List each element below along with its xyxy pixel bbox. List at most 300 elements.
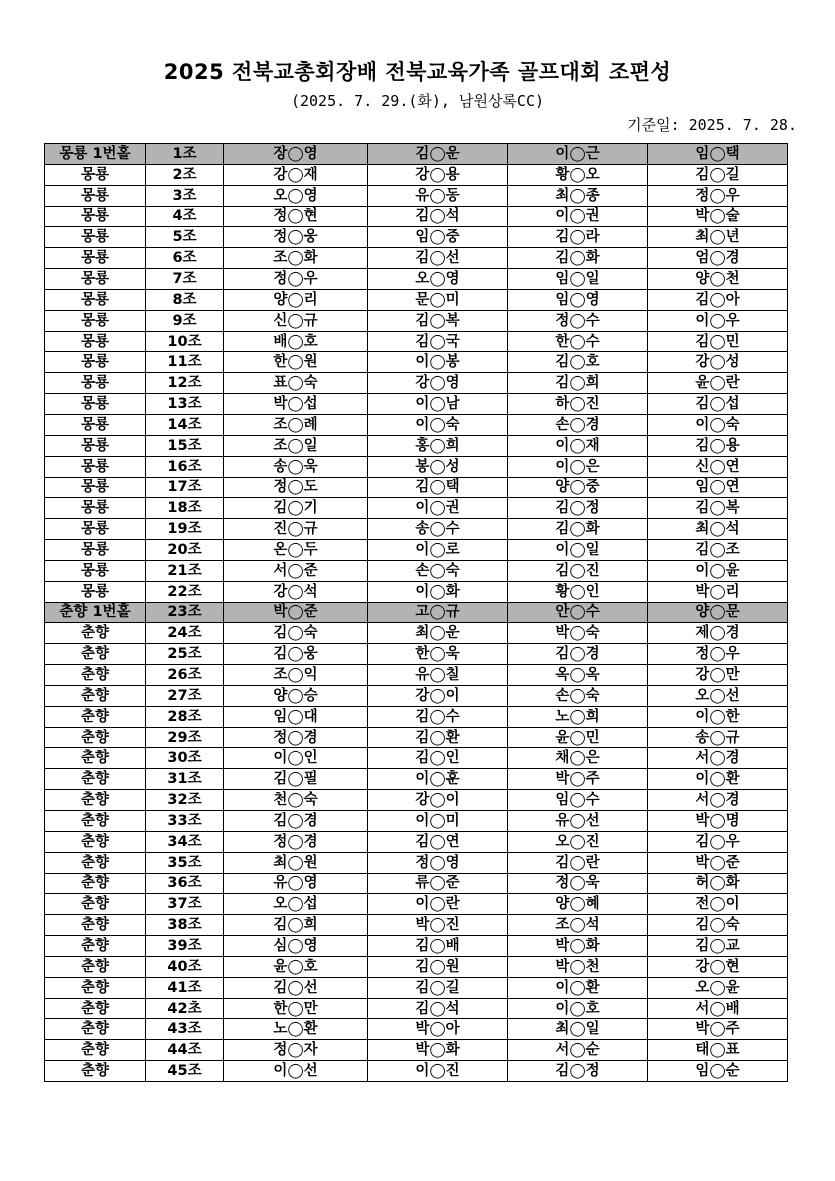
player-cell: 양◯천 (648, 269, 788, 290)
player-cell: 김◯우 (648, 831, 788, 852)
player-cell: 이◯은 (508, 456, 648, 477)
course-cell: 몽룡 (45, 331, 146, 352)
player-cell: 황◯오 (508, 164, 648, 185)
course-cell: 춘향 (45, 956, 146, 977)
player-cell: 제◯경 (648, 623, 788, 644)
player-cell: 박◯화 (368, 1040, 508, 1061)
course-cell: 춘향 (45, 998, 146, 1019)
player-cell: 한◯원 (224, 352, 368, 373)
player-cell: 이◯인 (224, 748, 368, 769)
player-cell: 김◯화 (508, 519, 648, 540)
table-row (45, 206, 788, 227)
group-number-cell: 32조 (146, 790, 224, 811)
player-cell: 강◯이 (368, 685, 508, 706)
player-cell: 송◯규 (648, 727, 788, 748)
player-cell: 강◯석 (224, 581, 368, 602)
table-row (45, 727, 788, 748)
player-cell: 김◯진 (508, 560, 648, 581)
player-cell: 김◯경 (224, 811, 368, 832)
player-cell: 문◯미 (368, 289, 508, 310)
player-cell: 임◯중 (368, 227, 508, 248)
group-number-cell: 42초 (146, 998, 224, 1019)
player-cell: 김◯숙 (648, 915, 788, 936)
player-cell: 임◯수 (508, 790, 648, 811)
player-cell: 조◯석 (508, 915, 648, 936)
player-cell: 이◯훈 (368, 769, 508, 790)
player-cell: 양◯문 (648, 602, 788, 623)
player-cell: 한◯만 (224, 998, 368, 1019)
course-cell: 춘향 (45, 1061, 146, 1082)
group-number-cell: 44조 (146, 1040, 224, 1061)
player-cell: 정◯현 (224, 206, 368, 227)
player-cell: 손◯숙 (508, 685, 648, 706)
player-cell: 김◯기 (224, 498, 368, 519)
table-row (45, 811, 788, 832)
group-number-cell: 33조 (146, 811, 224, 832)
player-cell: 이◯봉 (368, 352, 508, 373)
player-cell: 김◯환 (368, 727, 508, 748)
course-cell: 춘향 (45, 790, 146, 811)
player-cell: 이◯화 (368, 581, 508, 602)
group-number-cell: 13조 (146, 394, 224, 415)
course-cell: 춘향 (45, 1019, 146, 1040)
player-cell: 김◯연 (368, 831, 508, 852)
table-row (45, 248, 788, 269)
player-cell: 조◯화 (224, 248, 368, 269)
player-cell: 유◯영 (224, 873, 368, 894)
group-number-cell: 27조 (146, 685, 224, 706)
player-cell: 최◯종 (508, 185, 648, 206)
player-cell: 김◯라 (508, 227, 648, 248)
player-cell: 천◯숙 (224, 790, 368, 811)
table-row (45, 540, 788, 561)
player-cell: 양◯승 (224, 685, 368, 706)
player-cell: 이◯일 (508, 540, 648, 561)
player-cell: 서◯경 (648, 748, 788, 769)
player-cell: 정◯웅 (224, 227, 368, 248)
player-cell: 이◯환 (648, 769, 788, 790)
player-cell: 김◯길 (648, 164, 788, 185)
table-row (45, 394, 788, 415)
player-cell: 김◯웅 (224, 644, 368, 665)
player-cell: 김◯교 (648, 936, 788, 957)
player-cell: 박◯준 (224, 602, 368, 623)
course-cell: 춘향 (45, 727, 146, 748)
player-cell: 태◯표 (648, 1040, 788, 1061)
group-number-cell: 43조 (146, 1019, 224, 1040)
course-cell: 몽룡 (45, 435, 146, 456)
group-number-cell: 22조 (146, 581, 224, 602)
player-cell: 이◯우 (648, 310, 788, 331)
player-cell: 서◯준 (224, 560, 368, 581)
player-cell: 김◯화 (508, 248, 648, 269)
table-row (45, 644, 788, 665)
course-cell: 몽룡 (45, 540, 146, 561)
table-row (45, 560, 788, 581)
player-cell: 온◯두 (224, 540, 368, 561)
player-cell: 서◯순 (508, 1040, 648, 1061)
group-number-cell: 36조 (146, 873, 224, 894)
player-cell: 한◯수 (508, 331, 648, 352)
group-number-cell: 23조 (146, 602, 224, 623)
course-cell: 춘향 (45, 748, 146, 769)
course-cell: 몽룡 (45, 373, 146, 394)
course-cell: 몽룡 (45, 269, 146, 290)
player-cell: 김◯경 (508, 644, 648, 665)
player-cell: 김◯정 (508, 1061, 648, 1082)
table-row (45, 435, 788, 456)
player-cell: 김◯인 (368, 748, 508, 769)
player-cell: 정◯경 (224, 727, 368, 748)
course-cell: 춘향 (45, 936, 146, 957)
group-number-cell: 4조 (146, 206, 224, 227)
player-cell: 최◯석 (648, 519, 788, 540)
course-cell: 춘향 (45, 1040, 146, 1061)
table-row (45, 1019, 788, 1040)
player-cell: 정◯우 (224, 269, 368, 290)
player-cell: 유◯칠 (368, 665, 508, 686)
player-cell: 정◯자 (224, 1040, 368, 1061)
course-cell: 몽룡 (45, 289, 146, 310)
player-cell: 김◯택 (368, 477, 508, 498)
player-cell: 채◯은 (508, 748, 648, 769)
group-number-cell: 9조 (146, 310, 224, 331)
player-cell: 노◯환 (224, 1019, 368, 1040)
player-cell: 정◯욱 (508, 873, 648, 894)
player-cell: 강◯만 (648, 665, 788, 686)
player-cell: 봉◯성 (368, 456, 508, 477)
player-cell: 윤◯민 (508, 727, 648, 748)
group-number-cell: 21조 (146, 560, 224, 581)
player-cell: 황◯인 (508, 581, 648, 602)
player-cell: 엄◯경 (648, 248, 788, 269)
player-cell: 강◯이 (368, 790, 508, 811)
group-number-cell: 38조 (146, 915, 224, 936)
player-cell: 박◯화 (508, 936, 648, 957)
group-number-cell: 31조 (146, 769, 224, 790)
course-cell: 몽룡 (45, 519, 146, 540)
player-cell: 임◯택 (648, 144, 788, 165)
group-number-cell: 24조 (146, 623, 224, 644)
player-cell: 김◯국 (368, 331, 508, 352)
player-cell: 박◯주 (648, 1019, 788, 1040)
group-number-cell: 30조 (146, 748, 224, 769)
player-cell: 이◯윤 (648, 560, 788, 581)
player-cell: 옥◯옥 (508, 665, 648, 686)
table-row (45, 477, 788, 498)
player-cell: 강◯재 (224, 164, 368, 185)
group-roster-table (44, 143, 788, 1082)
player-cell: 조◯일 (224, 435, 368, 456)
player-cell: 신◯연 (648, 456, 788, 477)
player-cell: 이◯진 (368, 1061, 508, 1082)
player-cell: 이◯재 (508, 435, 648, 456)
player-cell: 윤◯란 (648, 373, 788, 394)
course-cell: 춘향 (45, 769, 146, 790)
table-row (45, 581, 788, 602)
course-cell: 몽룡 (45, 414, 146, 435)
player-cell: 박◯천 (508, 956, 648, 977)
event-date-venue: (2025. 7. 29.(화), 남원상록CC) (290, 92, 545, 110)
player-cell: 임◯연 (648, 477, 788, 498)
course-cell: 춘향 (45, 706, 146, 727)
player-cell: 최◯원 (224, 852, 368, 873)
player-cell: 손◯경 (508, 414, 648, 435)
player-cell: 서◯배 (648, 998, 788, 1019)
player-cell: 박◯숙 (508, 623, 648, 644)
player-cell: 김◯아 (648, 289, 788, 310)
table-row (45, 414, 788, 435)
player-cell: 임◯대 (224, 706, 368, 727)
player-cell: 유◯동 (368, 185, 508, 206)
player-cell: 이◯근 (508, 144, 648, 165)
course-cell: 몽룡 (45, 581, 146, 602)
player-cell: 김◯배 (368, 936, 508, 957)
group-number-cell: 11조 (146, 352, 224, 373)
player-cell: 윤◯호 (224, 956, 368, 977)
player-cell: 김◯숙 (224, 623, 368, 644)
group-number-cell: 26조 (146, 665, 224, 686)
course-cell: 몽룡 (45, 227, 146, 248)
table-row (45, 373, 788, 394)
player-cell: 유◯선 (508, 811, 648, 832)
player-cell: 김◯민 (648, 331, 788, 352)
table-row (45, 519, 788, 540)
player-cell: 김◯운 (368, 144, 508, 165)
player-cell: 조◯례 (224, 414, 368, 435)
group-number-cell: 39조 (146, 936, 224, 957)
player-cell: 이◯한 (648, 706, 788, 727)
table-row (45, 915, 788, 936)
course-cell: 춘향 (45, 623, 146, 644)
group-number-cell: 40조 (146, 956, 224, 977)
course-cell: 몽룡 (45, 185, 146, 206)
course-cell: 춘향 (45, 977, 146, 998)
table-row (45, 831, 788, 852)
player-cell: 김◯정 (508, 498, 648, 519)
player-cell: 표◯숙 (224, 373, 368, 394)
player-cell: 안◯수 (508, 602, 648, 623)
group-number-cell: 17조 (146, 477, 224, 498)
table-row (45, 748, 788, 769)
player-cell: 오◯윤 (648, 977, 788, 998)
player-cell: 이◯환 (508, 977, 648, 998)
course-cell: 춘향 (45, 873, 146, 894)
player-cell: 송◯욱 (224, 456, 368, 477)
group-number-cell: 20조 (146, 540, 224, 561)
table-row (45, 185, 788, 206)
player-cell: 고◯규 (368, 602, 508, 623)
player-cell: 강◯영 (368, 373, 508, 394)
table-row (45, 706, 788, 727)
player-cell: 박◯섭 (224, 394, 368, 415)
player-cell: 김◯희 (224, 915, 368, 936)
table-row (45, 665, 788, 686)
course-cell: 몽룡 (45, 394, 146, 415)
group-number-cell: 37조 (146, 894, 224, 915)
player-cell: 최◯운 (368, 623, 508, 644)
player-cell: 정◯영 (368, 852, 508, 873)
table-row (45, 1061, 788, 1082)
player-cell: 송◯수 (368, 519, 508, 540)
group-number-cell: 18조 (146, 498, 224, 519)
player-cell: 이◯호 (508, 998, 648, 1019)
group-number-cell: 2조 (146, 164, 224, 185)
player-cell: 박◯아 (368, 1019, 508, 1040)
group-number-cell: 10조 (146, 331, 224, 352)
course-cell: 몽룡 (45, 477, 146, 498)
group-number-cell: 7조 (146, 269, 224, 290)
player-cell: 한◯욱 (368, 644, 508, 665)
player-cell: 최◯년 (648, 227, 788, 248)
document-title: 2025 전북교총회장배 전북교육가족 골프대회 조편성 (163, 60, 672, 84)
player-cell: 이◯권 (508, 206, 648, 227)
table-row (45, 310, 788, 331)
group-number-cell: 15조 (146, 435, 224, 456)
group-number-cell: 1조 (146, 144, 224, 165)
player-cell: 전◯이 (648, 894, 788, 915)
table-row (45, 873, 788, 894)
player-cell: 김◯조 (648, 540, 788, 561)
course-cell: 몽룡 1번홀 (45, 144, 146, 165)
player-cell: 류◯준 (368, 873, 508, 894)
player-cell: 정◯우 (648, 185, 788, 206)
player-cell: 이◯숙 (648, 414, 788, 435)
player-cell: 양◯중 (508, 477, 648, 498)
player-cell: 양◯혜 (508, 894, 648, 915)
table-row (45, 456, 788, 477)
base-date: 기준일: 2025. 7. 28. (627, 116, 797, 134)
player-cell: 허◯화 (648, 873, 788, 894)
player-cell: 임◯순 (648, 1061, 788, 1082)
player-cell: 심◯영 (224, 936, 368, 957)
player-cell: 박◯주 (508, 769, 648, 790)
group-number-cell: 3조 (146, 185, 224, 206)
player-cell: 김◯필 (224, 769, 368, 790)
table-row (45, 289, 788, 310)
player-cell: 정◯경 (224, 831, 368, 852)
player-cell: 이◯숙 (368, 414, 508, 435)
player-cell: 최◯일 (508, 1019, 648, 1040)
player-cell: 김◯석 (368, 206, 508, 227)
table-row (45, 1040, 788, 1061)
player-cell: 김◯선 (368, 248, 508, 269)
player-cell: 오◯영 (368, 269, 508, 290)
player-cell: 정◯수 (508, 310, 648, 331)
player-cell: 양◯리 (224, 289, 368, 310)
table-row (45, 769, 788, 790)
course-cell: 몽룡 (45, 498, 146, 519)
player-cell: 김◯수 (368, 706, 508, 727)
table-row (45, 498, 788, 519)
table-row (45, 269, 788, 290)
group-number-cell: 34조 (146, 831, 224, 852)
player-cell: 오◯섭 (224, 894, 368, 915)
player-cell: 신◯규 (224, 310, 368, 331)
player-cell: 김◯복 (648, 498, 788, 519)
table-row (45, 894, 788, 915)
group-number-cell: 35조 (146, 852, 224, 873)
player-cell: 이◯선 (224, 1061, 368, 1082)
player-cell: 임◯일 (508, 269, 648, 290)
table-row (45, 998, 788, 1019)
player-cell: 정◯도 (224, 477, 368, 498)
group-number-cell: 14조 (146, 414, 224, 435)
course-cell: 춘향 (45, 852, 146, 873)
player-cell: 이◯남 (368, 394, 508, 415)
roster-body (45, 144, 788, 1082)
player-cell: 이◯권 (368, 498, 508, 519)
course-cell: 춘향 (45, 644, 146, 665)
player-cell: 강◯성 (648, 352, 788, 373)
group-number-cell: 25조 (146, 644, 224, 665)
player-cell: 김◯란 (508, 852, 648, 873)
course-cell: 춘향 (45, 915, 146, 936)
player-cell: 김◯선 (224, 977, 368, 998)
player-cell: 박◯준 (648, 852, 788, 873)
player-cell: 김◯섭 (648, 394, 788, 415)
player-cell: 오◯선 (648, 685, 788, 706)
course-cell: 몽룡 (45, 310, 146, 331)
player-cell: 강◯용 (368, 164, 508, 185)
player-cell: 김◯석 (368, 998, 508, 1019)
group-number-cell: 28조 (146, 706, 224, 727)
player-cell: 이◯로 (368, 540, 508, 561)
player-cell: 이◯미 (368, 811, 508, 832)
table-row (45, 623, 788, 644)
group-number-cell: 19조 (146, 519, 224, 540)
course-cell: 춘향 (45, 685, 146, 706)
course-cell: 몽룡 (45, 456, 146, 477)
player-cell: 홍◯희 (368, 435, 508, 456)
player-cell: 김◯복 (368, 310, 508, 331)
player-cell: 오◯진 (508, 831, 648, 852)
player-cell: 서◯경 (648, 790, 788, 811)
table-row (45, 352, 788, 373)
course-cell: 춘향 (45, 894, 146, 915)
player-cell: 이◯란 (368, 894, 508, 915)
group-number-cell: 45조 (146, 1061, 224, 1082)
player-cell: 진◯규 (224, 519, 368, 540)
group-number-cell: 41조 (146, 977, 224, 998)
table-row (45, 956, 788, 977)
player-cell: 박◯리 (648, 581, 788, 602)
course-cell: 춘향 1번홀 (45, 602, 146, 623)
course-cell: 몽룡 (45, 164, 146, 185)
player-cell: 손◯숙 (368, 560, 508, 581)
table-row (45, 685, 788, 706)
player-cell: 임◯영 (508, 289, 648, 310)
table-row (45, 227, 788, 248)
course-cell: 춘향 (45, 831, 146, 852)
player-cell: 조◯익 (224, 665, 368, 686)
player-cell: 노◯희 (508, 706, 648, 727)
table-row (45, 331, 788, 352)
group-number-cell: 12조 (146, 373, 224, 394)
group-number-cell: 6조 (146, 248, 224, 269)
table-row (45, 790, 788, 811)
course-cell: 몽룡 (45, 248, 146, 269)
player-cell: 하◯진 (508, 394, 648, 415)
table-row (45, 977, 788, 998)
player-cell: 김◯호 (508, 352, 648, 373)
player-cell: 강◯현 (648, 956, 788, 977)
table-row (45, 602, 788, 623)
group-number-cell: 29조 (146, 727, 224, 748)
player-cell: 김◯희 (508, 373, 648, 394)
table-row (45, 852, 788, 873)
player-cell: 박◯술 (648, 206, 788, 227)
